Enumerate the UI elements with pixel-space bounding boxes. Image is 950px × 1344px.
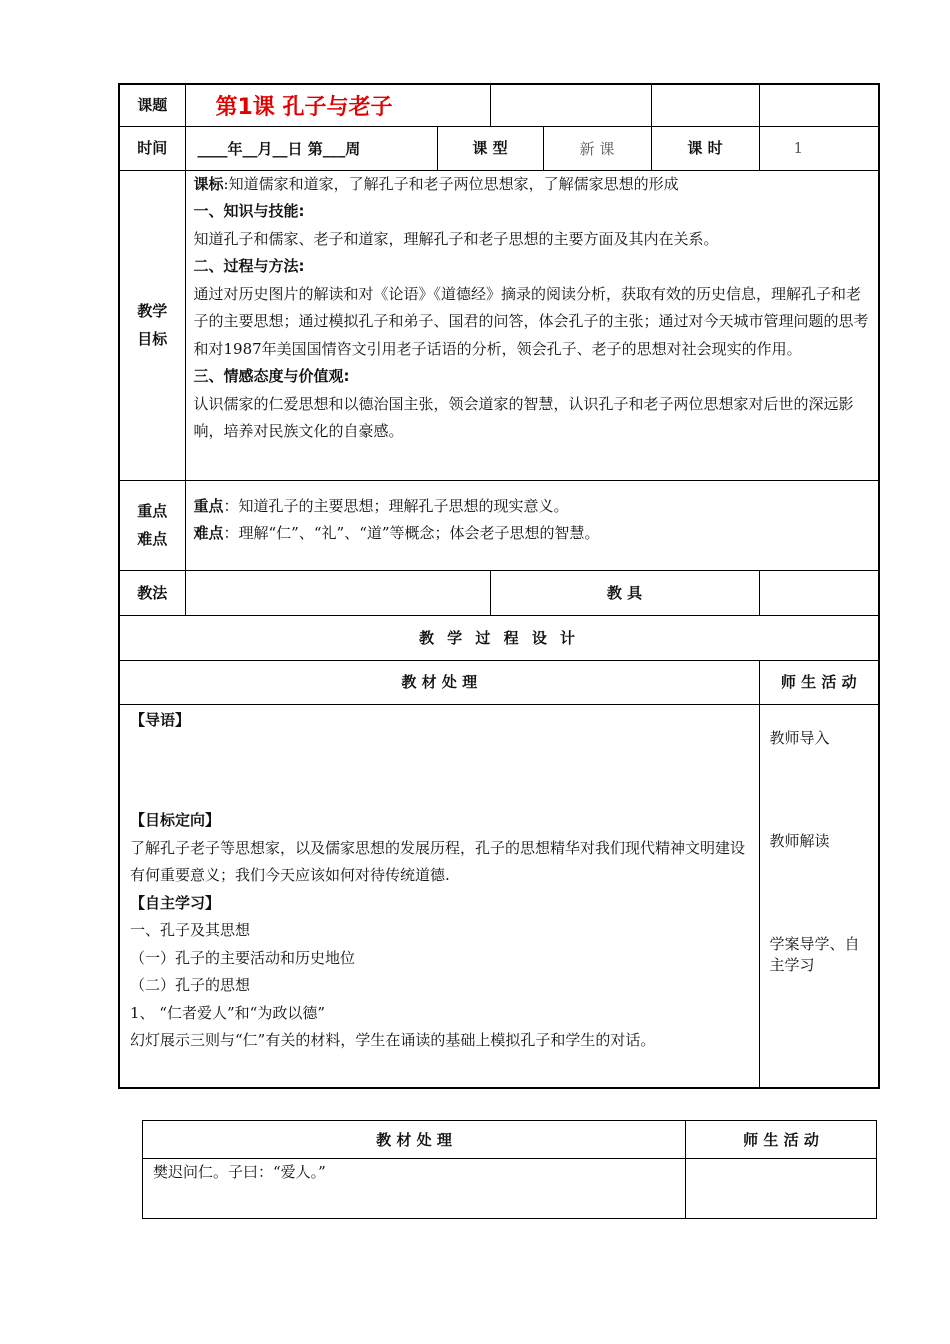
- goal-heading-knowledge: 一、知识与技能:: [193, 202, 305, 220]
- lesson-title: 第1课 孔子与老子: [185, 84, 490, 126]
- outline-line: 1、 “仁者爱人”和“为政以德”: [130, 1003, 325, 1022]
- self-study-heading: 【自主学习】: [130, 893, 221, 912]
- activity-self-study: 学案导学、自主学习: [769, 934, 860, 974]
- goal-text-knowledge: 知道孔子和儒家、老子和道家，理解孔子和老子思想的主要方面及其内在关系。: [193, 229, 719, 248]
- outline-line: 一、孔子及其思想: [130, 921, 251, 939]
- goal-orientation-text: 了解孔子老子等思想家，以及儒家思想的发展历程，孔子的思想精华对我们现代精神文明建设有何重要意义；我们今天应该如何对待传统道德.: [130, 838, 746, 884]
- keypoints-label: [119, 480, 185, 570]
- lesson-plan-table: [118, 83, 880, 1089]
- material-content: [119, 704, 759, 1088]
- material-column-header: 教 材 处 理: [119, 660, 759, 704]
- goals-label-line: 教学: [137, 302, 168, 320]
- time-value: ____年__月__日 第___周: [185, 126, 437, 170]
- key-point-label: 重点: [193, 496, 224, 515]
- activity-intro: 教师导入: [769, 728, 830, 747]
- type-value: 新 课: [543, 126, 651, 170]
- standard-text: :知道儒家和道家，了解孔子和老子两位思想家，了解儒家思想的形成: [223, 174, 679, 193]
- activity-content: [759, 704, 879, 1088]
- intro-heading: 【导语】: [130, 710, 191, 729]
- type-label: 课 型: [437, 126, 543, 170]
- keypoints-label-line: 重点: [137, 502, 168, 520]
- method-label: 教法: [119, 570, 185, 615]
- continuation-table: [142, 1120, 877, 1219]
- hours-label: 课 时: [651, 126, 759, 170]
- goal-text-process: 通过对历史图片的解读和对《论语》《道德经》摘录的阅读分析，获取有效的历史信息，理解孔子和老子的主要思想；通过模拟孔子和弟子、国君的问答，体会孔子的主张；通过对今天城市管理问题的思考和对1987年美国国情咨文引用老子话语的分析，领会孔子、老子的思想对社会现实的作用。: [193, 284, 869, 358]
- outline-line: 幻灯展示三则与“仁”有关的材料，学生在诵读的基础上模拟孔子和学生的对话。: [130, 1031, 656, 1049]
- intro-blank: [130, 734, 751, 807]
- curriculum-standard: [194, 171, 871, 199]
- difficult-point: [194, 520, 871, 548]
- outline-line: （一）孔子的主要活动和历史地位: [130, 948, 356, 967]
- difficult-point-text: ：理解“仁”、“礼”、“道”等概念；体会老子思想的智慧。: [223, 524, 600, 542]
- tools-label: 教 具: [490, 570, 759, 615]
- goal-heading-attitude: 三、情感态度与价值观:: [193, 367, 350, 385]
- process-section-title: 教 学 过 程 设 计: [119, 615, 879, 660]
- empty-cell: [651, 84, 759, 126]
- goals-label: [119, 170, 185, 480]
- topic-label: 课题: [119, 84, 185, 126]
- goals-content: [185, 170, 879, 480]
- empty-cell: [759, 84, 879, 126]
- activity-row: [686, 1159, 877, 1219]
- goal-heading-process: 二、过程与方法:: [193, 257, 305, 275]
- hours-value: 1: [759, 126, 879, 170]
- activity-column-header: 师 生 活 动: [759, 660, 879, 704]
- method-value: [185, 570, 490, 615]
- goal-text-attitude: 认识儒家的仁爱思想和以德治国主张，领会道家的智慧，认识孔子和老子两位思想家对后世的深远影响，培养对民族文化的自豪感。: [193, 394, 854, 440]
- material-column-header: 教 材 处 理: [143, 1121, 686, 1159]
- key-point-text: ：知道孔子的主要思想；理解孔子思想的现实意义。: [223, 496, 569, 515]
- keypoints-label-line: 难点: [137, 530, 168, 548]
- goals-label-line: 目标: [137, 330, 168, 348]
- standard-label: 课标: [193, 174, 224, 193]
- goal-orientation-heading: 【目标定向】: [130, 811, 221, 829]
- empty-cell: [490, 84, 651, 126]
- activity-explain: 教师解读: [769, 831, 830, 850]
- key-point: [194, 493, 871, 521]
- keypoints-content: [185, 480, 879, 570]
- time-label: 时间: [119, 126, 185, 170]
- material-row: 樊迟问仁。子曰：“爱人。”: [143, 1159, 686, 1219]
- difficult-point-label: 难点: [193, 524, 224, 542]
- tools-value: [759, 570, 879, 615]
- outline-line: （二）孔子的思想: [130, 976, 251, 994]
- activity-column-header: 师 生 活 动: [686, 1121, 877, 1159]
